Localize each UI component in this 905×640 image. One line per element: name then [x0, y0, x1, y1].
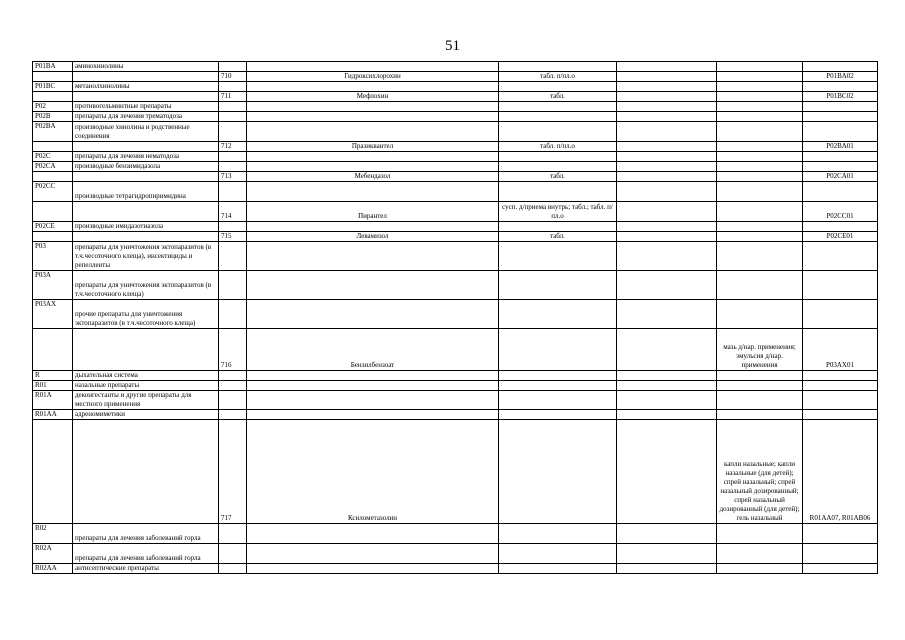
- table-row: [33, 112, 878, 122]
- group-name-cell: [73, 202, 219, 222]
- dosage-form-cell: табл.: [499, 172, 617, 182]
- column-6-cell: [617, 72, 717, 82]
- column-7-cell: [717, 300, 803, 329]
- atc-ref-cell: [803, 102, 878, 112]
- drug-name-cell: [247, 122, 499, 142]
- atc-ref-cell: [803, 62, 878, 72]
- atc-ref-cell: P02CC01: [803, 202, 878, 222]
- dosage-form-cell: табл. п/пл.о: [499, 72, 617, 82]
- atc-code-cell: P02CA: [33, 162, 73, 172]
- item-number-cell: 717: [219, 420, 247, 524]
- drug-name-cell: [247, 162, 499, 172]
- atc-code-cell: P02C: [33, 152, 73, 162]
- dosage-form-cell: [499, 381, 617, 391]
- atc-code-cell: R01A: [33, 391, 73, 410]
- atc-ref-cell: [803, 371, 878, 381]
- item-number-cell: [219, 391, 247, 410]
- table-row: [33, 300, 878, 329]
- column-6-cell: [617, 182, 717, 202]
- atc-ref-cell: [803, 162, 878, 172]
- column-7-cell: [717, 112, 803, 122]
- atc-ref-cell: P02BA01: [803, 142, 878, 152]
- column-6-cell: [617, 82, 717, 92]
- drug-table: [32, 61, 878, 574]
- table-row: [33, 329, 878, 371]
- column-6-cell: [617, 420, 717, 524]
- group-name-cell: адреномиметики: [73, 410, 219, 420]
- column-6-cell: [617, 122, 717, 142]
- column-6-cell: [617, 300, 717, 329]
- drug-name-cell: [247, 381, 499, 391]
- group-name-cell: [73, 172, 219, 182]
- table-row: [33, 142, 878, 152]
- item-number-cell: 713: [219, 172, 247, 182]
- column-6-cell: [617, 172, 717, 182]
- column-6-cell: [617, 391, 717, 410]
- column-6-cell: [617, 410, 717, 420]
- dosage-form-cell: табл. п/пл.о: [499, 142, 617, 152]
- table-row: [33, 62, 878, 72]
- column-6-cell: [617, 152, 717, 162]
- dosage-form-cell: табл.: [499, 232, 617, 242]
- table-row: [33, 122, 878, 142]
- atc-code-cell: P03AX: [33, 300, 73, 329]
- table-row: [33, 391, 878, 410]
- table-row: [33, 222, 878, 232]
- group-name-cell: [73, 142, 219, 152]
- item-number-cell: 712: [219, 142, 247, 152]
- dosage-form-cell: [499, 162, 617, 172]
- dosage-form-cell: [499, 122, 617, 142]
- dosage-form-cell: [499, 300, 617, 329]
- table-row: [33, 381, 878, 391]
- atc-ref-cell: [803, 271, 878, 300]
- group-name-cell: производные бензимидазола: [73, 162, 219, 172]
- group-name-cell: препараты для лечения нематодоза: [73, 152, 219, 162]
- column-6-cell: [617, 232, 717, 242]
- drug-name-cell: Мебендазол: [247, 172, 499, 182]
- drug-name-cell: [247, 300, 499, 329]
- group-name-cell: антисептические препараты: [73, 564, 219, 574]
- drug-name-cell: [247, 564, 499, 574]
- item-number-cell: [219, 381, 247, 391]
- drug-name-cell: [247, 222, 499, 232]
- column-7-cell: [717, 162, 803, 172]
- drug-name-cell: [247, 242, 499, 271]
- column-6-cell: [617, 62, 717, 72]
- item-number-cell: [219, 242, 247, 271]
- drug-name-cell: [247, 544, 499, 564]
- dosage-form-cell: [499, 112, 617, 122]
- item-number-cell: [219, 544, 247, 564]
- column-6-cell: [617, 524, 717, 544]
- item-number-cell: [219, 222, 247, 232]
- dosage-form-cell: [499, 564, 617, 574]
- drug-name-cell: [247, 62, 499, 72]
- dosage-form-cell: [499, 329, 617, 371]
- atc-ref-cell: [803, 300, 878, 329]
- atc-code-cell: [33, 420, 73, 524]
- atc-ref-cell: P01BA02: [803, 72, 878, 82]
- group-name-cell: препараты для уничтожения эктопаразитов (в т.ч.чесоточного клеща), инсектициды и репелленты: [73, 242, 219, 271]
- column-6-cell: [617, 271, 717, 300]
- atc-ref-cell: R01AA07, R01AB06: [803, 420, 878, 524]
- column-7-cell: [717, 62, 803, 72]
- column-7-cell: [717, 222, 803, 232]
- column-7-cell: [717, 142, 803, 152]
- column-7-cell: [717, 202, 803, 222]
- table-row: [33, 72, 878, 82]
- atc-code-cell: P02BA: [33, 122, 73, 142]
- drug-name-cell: [247, 182, 499, 202]
- atc-code-cell: [33, 329, 73, 371]
- drug-name-cell: Бензилбензоат: [247, 329, 499, 371]
- drug-name-cell: Гидроксихлорохин: [247, 72, 499, 82]
- drug-name-cell: [247, 391, 499, 410]
- atc-ref-cell: [803, 381, 878, 391]
- column-7-cell: [717, 371, 803, 381]
- drug-name-cell: [247, 112, 499, 122]
- table-row: [33, 102, 878, 112]
- group-name-cell: [73, 232, 219, 242]
- table-row: [33, 232, 878, 242]
- table-row: [33, 564, 878, 574]
- column-7-cell: [717, 182, 803, 202]
- atc-code-cell: R: [33, 371, 73, 381]
- atc-code-cell: R01AA: [33, 410, 73, 420]
- column-6-cell: [617, 371, 717, 381]
- column-7-cell: [717, 122, 803, 142]
- column-6-cell: [617, 102, 717, 112]
- atc-code-cell: P01BC: [33, 82, 73, 92]
- atc-ref-cell: [803, 122, 878, 142]
- group-name-cell: [73, 420, 219, 524]
- group-name-cell: производные тетрагидропиримидина: [73, 182, 219, 202]
- item-number-cell: 714: [219, 202, 247, 222]
- atc-ref-cell: [803, 524, 878, 544]
- atc-code-cell: P02: [33, 102, 73, 112]
- atc-code-cell: R01: [33, 381, 73, 391]
- column-7-cell: [717, 524, 803, 544]
- item-number-cell: [219, 410, 247, 420]
- item-number-cell: [219, 162, 247, 172]
- item-number-cell: [219, 300, 247, 329]
- atc-code-cell: P03: [33, 242, 73, 271]
- dosage-form-cell: [499, 271, 617, 300]
- column-7-cell: [717, 381, 803, 391]
- dosage-form-cell: [499, 420, 617, 524]
- group-name-cell: [73, 72, 219, 82]
- column-6-cell: [617, 329, 717, 371]
- column-7-cell: [717, 172, 803, 182]
- column-6-cell: [617, 112, 717, 122]
- atc-ref-cell: P01BC02: [803, 92, 878, 102]
- group-name-cell: препараты для уничтожения эктопаразитов (в т.ч.чесоточного клеща): [73, 271, 219, 300]
- drug-name-cell: Мефлохин: [247, 92, 499, 102]
- atc-code-cell: R02A: [33, 544, 73, 564]
- dosage-form-cell: [499, 242, 617, 271]
- atc-ref-cell: [803, 544, 878, 564]
- group-name-cell: [73, 92, 219, 102]
- item-number-cell: 715: [219, 232, 247, 242]
- table-row: [33, 152, 878, 162]
- table-row: [33, 242, 878, 271]
- table-row: [33, 524, 878, 544]
- table-row: [33, 202, 878, 222]
- table-row: [33, 410, 878, 420]
- column-6-cell: [617, 162, 717, 172]
- column-7-cell: мазь д/нар. применения; эмульсия д/нар. применения: [717, 329, 803, 371]
- group-name-cell: производные имидазотиазола: [73, 222, 219, 232]
- item-number-cell: [219, 564, 247, 574]
- item-number-cell: [219, 182, 247, 202]
- column-6-cell: [617, 222, 717, 232]
- atc-ref-cell: [803, 242, 878, 271]
- group-name-cell: дыхательная система: [73, 371, 219, 381]
- item-number-cell: [219, 102, 247, 112]
- dosage-form-cell: [499, 62, 617, 72]
- atc-code-cell: R02: [33, 524, 73, 544]
- column-7-cell: [717, 564, 803, 574]
- drug-name-cell: [247, 410, 499, 420]
- item-number-cell: 711: [219, 92, 247, 102]
- table-row: [33, 162, 878, 172]
- dosage-form-cell: [499, 524, 617, 544]
- atc-ref-cell: [803, 410, 878, 420]
- group-name-cell: прочие препараты для уничтожения эктопаразитов (в т.ч.чесоточного клеща): [73, 300, 219, 329]
- table-row: [33, 92, 878, 102]
- dosage-form-cell: [499, 391, 617, 410]
- table-row: [33, 182, 878, 202]
- column-6-cell: [617, 242, 717, 271]
- drug-name-cell: [247, 82, 499, 92]
- dosage-form-cell: сусп. д/приема внутрь; табл.; табл. п/пл.о: [499, 202, 617, 222]
- atc-ref-cell: [803, 152, 878, 162]
- column-6-cell: [617, 381, 717, 391]
- table-row: [33, 544, 878, 564]
- item-number-cell: [219, 82, 247, 92]
- table-row: [33, 172, 878, 182]
- column-7-cell: капли назальные; капли назальные (для детей); спрей назальный; спрей назальный дозированный; спрей назальный дозированный (для детей); гель назальный: [717, 420, 803, 524]
- atc-ref-cell: [803, 112, 878, 122]
- table-row: [33, 371, 878, 381]
- atc-code-cell: P03A: [33, 271, 73, 300]
- atc-code-cell: [33, 232, 73, 242]
- column-7-cell: [717, 92, 803, 102]
- drug-name-cell: [247, 152, 499, 162]
- atc-ref-cell: P03AX01: [803, 329, 878, 371]
- atc-ref-cell: P02CA01: [803, 172, 878, 182]
- page-number: 51: [445, 38, 460, 54]
- atc-ref-cell: [803, 82, 878, 92]
- dosage-form-cell: табл.: [499, 92, 617, 102]
- atc-ref-cell: [803, 564, 878, 574]
- atc-code-cell: [33, 202, 73, 222]
- column-7-cell: [717, 271, 803, 300]
- item-number-cell: [219, 152, 247, 162]
- column-7-cell: [717, 102, 803, 112]
- atc-code-cell: [33, 92, 73, 102]
- item-number-cell: 716: [219, 329, 247, 371]
- column-7-cell: [717, 232, 803, 242]
- group-name-cell: препараты для лечения заболеваний горла: [73, 524, 219, 544]
- table-row: [33, 271, 878, 300]
- atc-ref-cell: [803, 182, 878, 202]
- group-name-cell: производные хинолина и родственные соединения: [73, 122, 219, 142]
- drug-name-cell: [247, 102, 499, 112]
- atc-code-cell: P01BA: [33, 62, 73, 72]
- column-6-cell: [617, 142, 717, 152]
- atc-ref-cell: [803, 222, 878, 232]
- dosage-form-cell: [499, 82, 617, 92]
- item-number-cell: [219, 371, 247, 381]
- drug-name-cell: [247, 371, 499, 381]
- dosage-form-cell: [499, 102, 617, 112]
- drug-name-cell: Пирантел: [247, 202, 499, 222]
- group-name-cell: противогельминтные препараты: [73, 102, 219, 112]
- column-7-cell: [717, 82, 803, 92]
- column-6-cell: [617, 564, 717, 574]
- drug-name-cell: Ксилометазолин: [247, 420, 499, 524]
- atc-code-cell: [33, 72, 73, 82]
- atc-code-cell: P02CE: [33, 222, 73, 232]
- atc-code-cell: P02CC: [33, 182, 73, 202]
- column-7-cell: [717, 410, 803, 420]
- column-6-cell: [617, 544, 717, 564]
- atc-ref-cell: P02CE01: [803, 232, 878, 242]
- column-7-cell: [717, 242, 803, 271]
- drug-name-cell: [247, 271, 499, 300]
- column-6-cell: [617, 202, 717, 222]
- drug-name-cell: Левамизол: [247, 232, 499, 242]
- dosage-form-cell: [499, 371, 617, 381]
- column-7-cell: [717, 152, 803, 162]
- column-7-cell: [717, 72, 803, 82]
- drug-name-cell: Празиквантел: [247, 142, 499, 152]
- dosage-form-cell: [499, 410, 617, 420]
- column-6-cell: [617, 92, 717, 102]
- dosage-form-cell: [499, 152, 617, 162]
- atc-code-cell: P02B: [33, 112, 73, 122]
- item-number-cell: [219, 62, 247, 72]
- atc-code-cell: R02AA: [33, 564, 73, 574]
- group-name-cell: метанолхинолины: [73, 82, 219, 92]
- group-name-cell: назальные препараты: [73, 381, 219, 391]
- table-row: [33, 82, 878, 92]
- atc-code-cell: [33, 142, 73, 152]
- item-number-cell: [219, 112, 247, 122]
- column-7-cell: [717, 391, 803, 410]
- drug-name-cell: [247, 524, 499, 544]
- item-number-cell: [219, 122, 247, 142]
- table-row: [33, 420, 878, 524]
- dosage-form-cell: [499, 544, 617, 564]
- group-name-cell: препараты для лечения заболеваний горла: [73, 544, 219, 564]
- group-name-cell: аминохинолины: [73, 62, 219, 72]
- item-number-cell: [219, 524, 247, 544]
- group-name-cell: деконгестанты и другие препараты для местного применения: [73, 391, 219, 410]
- item-number-cell: 710: [219, 72, 247, 82]
- dosage-form-cell: [499, 182, 617, 202]
- column-7-cell: [717, 544, 803, 564]
- dosage-form-cell: [499, 222, 617, 232]
- atc-code-cell: [33, 172, 73, 182]
- group-name-cell: препараты для лечения трематодоза: [73, 112, 219, 122]
- item-number-cell: [219, 271, 247, 300]
- group-name-cell: [73, 329, 219, 371]
- atc-ref-cell: [803, 391, 878, 410]
